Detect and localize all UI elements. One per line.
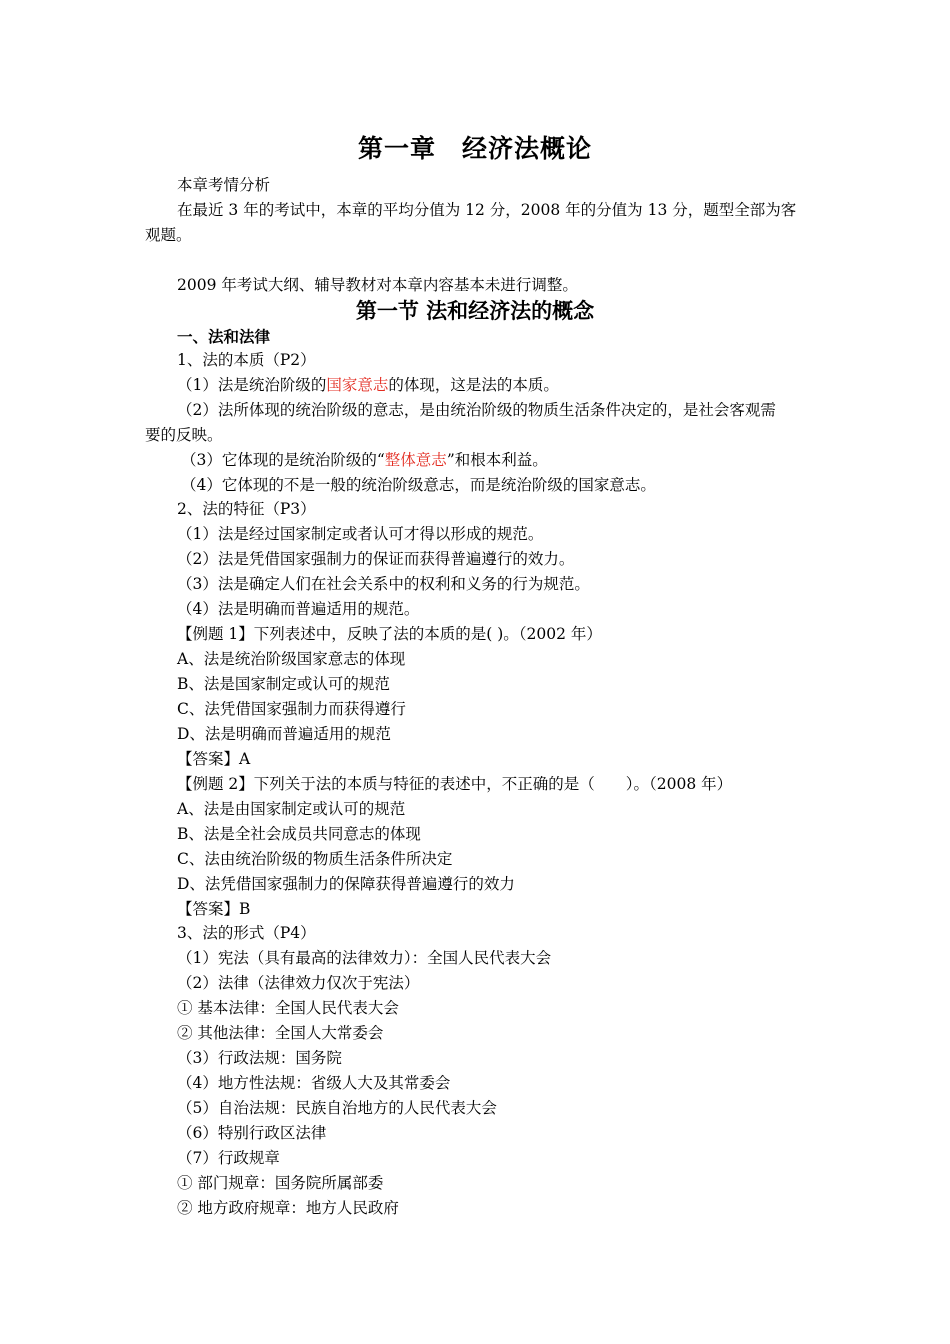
features-heading: 2、法的特征（P3） — [177, 500, 316, 518]
example2-option-a: A、法是由国家制定或认可的规范 — [177, 800, 406, 818]
example1-option-b: B、法是国家制定或认可的规范 — [177, 675, 390, 693]
essence-item-1-post: 的体现，这是法的本质。 — [388, 376, 559, 394]
intro-paragraph-line-2: 观题。 — [145, 226, 192, 244]
essence-item-4: （4）它体现的不是一般的统治阶级意志，而是统治阶级的国家意志。 — [181, 476, 656, 494]
essence-item-1 — [145, 373, 847, 398]
essence-item-2-line-2: 要的反映。 — [145, 426, 223, 444]
essence-item-3 — [145, 448, 851, 473]
essence-item-1-pre: （1）法是统治阶级的 — [177, 376, 327, 394]
intro-heading: 本章考情分析 — [177, 176, 271, 194]
essence-item-3-post: ”和根本利益。 — [446, 451, 548, 469]
highlight-overall-will: 整体意志 — [384, 451, 447, 469]
section-title: 第一节 法和经济法的概念 — [355, 298, 595, 323]
example2-option-b: B、法是全社会成员共同意志的体现 — [177, 825, 421, 843]
forms-item-5: （3）行政法规：国务院 — [177, 1049, 342, 1067]
intro-paragraph-line-1: 在最近 3 年的考试中，本章的平均分值为 12 分，2008 年的分值为 13 分，题型全部为客 — [177, 201, 797, 219]
features-item-3: （3）法是确定人们在社会关系中的权利和义务的行为规范。 — [177, 575, 590, 593]
forms-item-9: （7）行政规章 — [177, 1149, 280, 1167]
forms-item-8: （6）特别行政区法律 — [177, 1124, 327, 1142]
chapter-title: 第一章 经济法概论 — [357, 134, 592, 163]
part1-heading: 一、法和法律 — [177, 327, 271, 346]
forms-item-7: （5）自治法规：民族自治地方的人民代表大会 — [177, 1099, 497, 1117]
example1-option-c: C、法凭借国家强制力而获得遵行 — [177, 700, 406, 718]
example2-answer: 【答案】B — [177, 900, 251, 918]
forms-item-2: （2）法律（法律效力仅次于宪法） — [177, 974, 420, 992]
example1-option-d: D、法是明确而普遍适用的规范 — [177, 725, 391, 743]
features-item-1: （1）法是经过国家制定或者认可才得以形成的规范。 — [177, 525, 544, 543]
features-item-2: （2）法是凭借国家强制力的保证而获得普遍遵行的效力。 — [177, 550, 575, 568]
example1-question: 【例题 1】下列表述中，反映了法的本质的是( )。（2002 年） — [177, 625, 602, 643]
features-item-4: （4）法是明确而普遍适用的规范。 — [177, 600, 420, 618]
forms-item-6: （4）地方性法规：省级人大及其常委会 — [177, 1074, 451, 1092]
forms-item-3: ① 基本法律：全国人民代表大会 — [177, 999, 399, 1017]
example2-option-c: C、法由统治阶级的物质生活条件所决定 — [177, 850, 453, 868]
forms-heading: 3、法的形式（P4） — [177, 924, 316, 942]
essence-heading: 1、法的本质（P2） — [177, 351, 316, 369]
example1-answer: 【答案】A — [177, 750, 251, 768]
forms-item-4: ② 其他法律：全国人大常委会 — [177, 1024, 384, 1042]
example1-option-a: A、法是统治阶级国家意志的体现 — [177, 650, 406, 668]
example2-question: 【例题 2】下列关于法的本质与特征的表述中，不正确的是（ ）。（2008 年） — [177, 775, 733, 793]
example2-option-d: D、法凭借国家强制力的保障获得普遍遵行的效力 — [177, 875, 515, 893]
highlight-national-will: 国家意志 — [326, 376, 389, 394]
intro-paragraph-2: 2009 年考试大纲、辅导教材对本章内容基本未进行调整。 — [177, 276, 578, 294]
essence-item-3-pre: （3）它体现的是统治阶级的“ — [181, 451, 385, 469]
forms-item-1: （1）宪法（具有最高的法律效力）：全国人民代表大会 — [177, 949, 552, 967]
forms-item-11: ② 地方政府规章：地方人民政府 — [177, 1199, 399, 1217]
forms-item-10: ① 部门规章：国务院所属部委 — [177, 1174, 384, 1192]
essence-item-2-line-1: （2）法所体现的统治阶级的意志，是由统治阶级的物质生活条件决定的，是社会客观需 — [177, 401, 776, 419]
